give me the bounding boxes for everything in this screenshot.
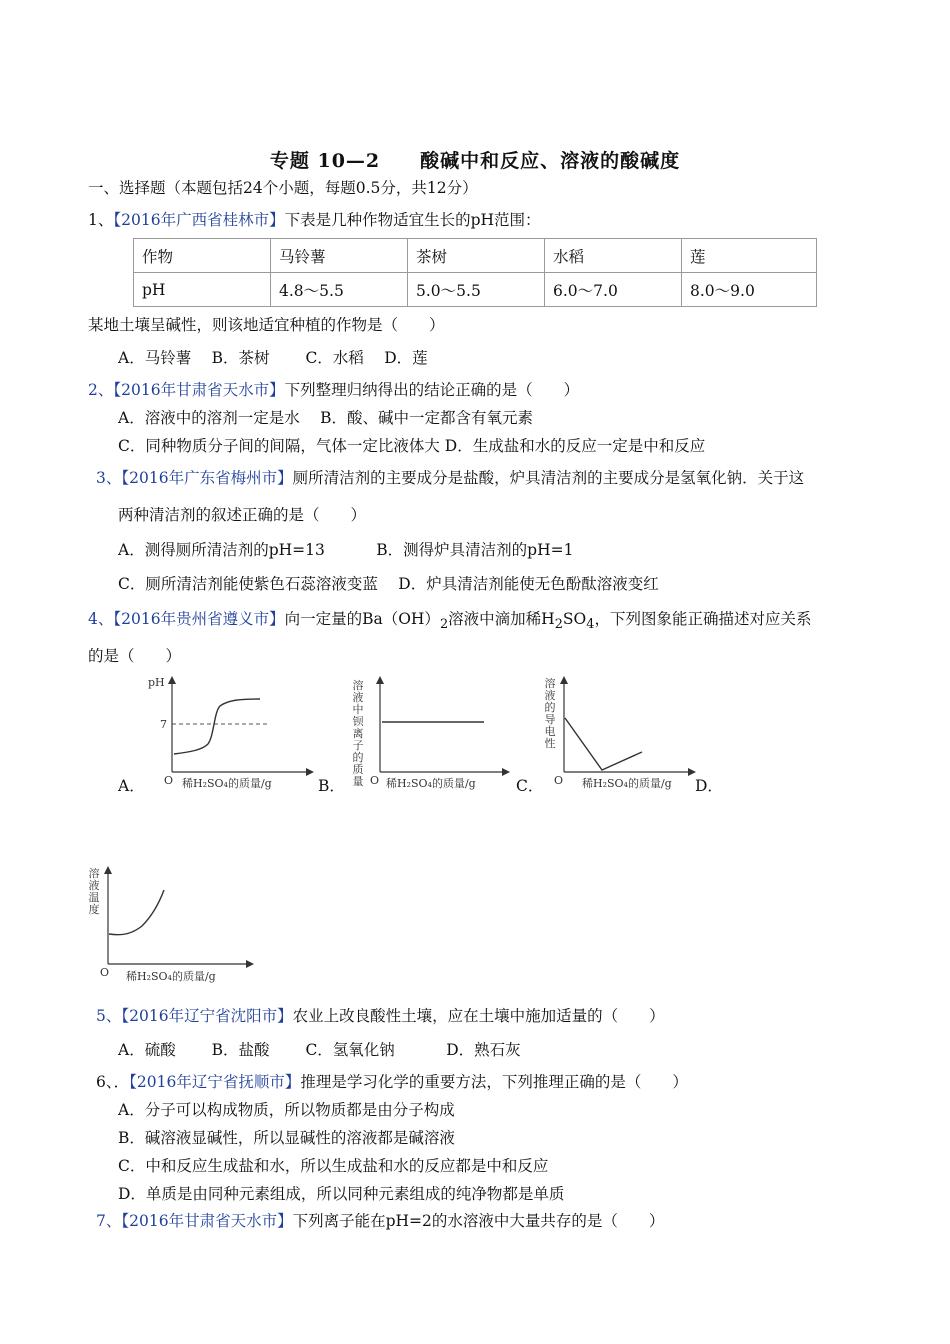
graph-tick: 7: [160, 718, 167, 731]
question-options: C．同种物质分子间的间隔，气体一定比液体大 D．生成盐和水的反应一定是中和反应: [118, 437, 706, 455]
question-number: 2、: [88, 381, 114, 399]
question-number: 3、: [96, 469, 122, 487]
question-text: 向一定量的Ba（OH）: [284, 610, 440, 628]
option-label-d: D．: [695, 777, 723, 795]
option-label-b: B．: [318, 777, 345, 795]
graph-curve: [565, 718, 642, 770]
table-cell: 水稻: [545, 239, 682, 273]
question-source: 【2016年广西省桂林市】: [113, 211, 285, 229]
question-number: 7、: [96, 1212, 122, 1230]
question-text: 下列离子能在pH=2的水溶液中大量共存的是（ ）: [292, 1212, 665, 1230]
question-text: 下列整理归纳得出的结论正确的是（ ）: [284, 381, 580, 399]
question-number: 1、: [88, 211, 114, 229]
table-cell: 作物: [134, 239, 271, 273]
question-number: 6、．: [96, 1073, 130, 1091]
question-source: 【2016年甘肃省天水市】: [121, 1212, 293, 1230]
graph-y-label: pH: [148, 676, 165, 689]
graph-x-label: 稀H₂SO₄的质量/g: [582, 777, 672, 790]
question-1: [88, 210, 541, 230]
graph-curve: [109, 890, 164, 935]
question-text-continued: 的是（ ）: [88, 647, 182, 665]
graph-y-label: 溶液中钡离子的质量: [352, 679, 364, 788]
question-3: [96, 468, 804, 488]
subscript: 4: [586, 617, 595, 633]
question-source: 【2016年辽宁省抚顺市】: [129, 1073, 301, 1091]
graph-y-label: 溶液温度: [88, 867, 100, 916]
graph-origin: O: [370, 774, 380, 787]
y-axis-arrow: [104, 866, 112, 874]
question-number: 5、: [96, 1007, 122, 1025]
option-label-c: C．: [516, 777, 544, 795]
question-source: 【2016年贵州省遵义市】: [113, 610, 285, 628]
graph-origin: O: [554, 774, 564, 787]
question-source: 【2016年广东省梅州市】: [121, 469, 293, 487]
x-axis-arrow: [246, 960, 254, 968]
graph-x-label: 稀H₂SO₄的质量/g: [182, 777, 272, 790]
graph-origin: O: [100, 966, 110, 979]
x-axis-arrow: [306, 768, 314, 776]
question-options: A．测得厕所清洁剂的pH=13 B．测得炉具清洁剂的pH=1: [118, 541, 574, 559]
table-row: [134, 239, 817, 273]
table-cell: 马铃薯: [271, 239, 408, 273]
y-axis-arrow: [168, 676, 176, 684]
question-7: [96, 1211, 664, 1231]
subscript: 2: [439, 617, 449, 633]
question-stem: 某地土壤呈碱性，则该地适宜种植的作物是（ ）: [88, 316, 445, 334]
question-text: ，下列图象能正确描述对应关系: [594, 610, 812, 628]
graph-x-label: 稀H₂SO₄的质量/g: [126, 970, 216, 983]
graph-y-label: 溶液的导电性: [544, 677, 556, 750]
graph-origin: O: [164, 774, 174, 787]
question-option-c: C．中和反应生成盐和水，所以生成盐和水的反应都是中和反应: [118, 1157, 549, 1175]
question-text-continued: 两种清洁剂的叙述正确的是（ ）: [118, 506, 367, 524]
subscript: 2: [554, 617, 563, 633]
option-label-a: A．: [118, 777, 145, 795]
question-text: 溶液中滴加稀H: [448, 610, 555, 628]
question-source: 【2016年甘肃省天水市】: [113, 381, 285, 399]
x-axis-arrow: [502, 768, 510, 776]
graph-x-label: 稀H₂SO₄的质量/g: [386, 777, 476, 790]
question-text: SO: [562, 610, 587, 628]
table-cell: 8.0～9.0: [682, 273, 817, 307]
question-source: 【2016年辽宁省沈阳市】: [121, 1007, 293, 1025]
y-axis-arrow: [376, 676, 384, 684]
table-cell: 茶树: [408, 239, 545, 273]
question-text: 推理是学习化学的重要方法，下列推理正确的是（ ）: [300, 1073, 688, 1091]
page-title: 专题 10—2 酸碱中和反应、溶液的酸碱度: [269, 150, 681, 172]
question-4: [88, 609, 811, 635]
table-row: [134, 273, 817, 307]
question-number: 4、: [88, 610, 114, 628]
question-option-d: D．单质是由同种元素组成，所以同种元素组成的纯净物都是单质: [118, 1185, 565, 1203]
table-cell: 6.0～7.0: [545, 273, 682, 307]
question-2: [88, 380, 579, 400]
table-cell: pH: [134, 273, 271, 307]
question-options: A．马铃薯 B．茶树 C．水稻 D．莲: [118, 349, 428, 367]
question-options: C．厕所清洁剂能使紫色石蕊溶液变蓝 D．炉具清洁剂能使无色酚酞溶液变红: [118, 575, 659, 593]
graph-d: [86, 862, 266, 988]
graph-a: [140, 672, 320, 794]
question-option-a: A．分子可以构成物质，所以物质都是由分子构成: [118, 1101, 455, 1119]
graph-b: [336, 672, 516, 794]
y-axis-arrow: [560, 676, 568, 684]
question-6: [96, 1072, 688, 1092]
question-text: 农业上改良酸性土壤，应在土壤中施加适量的（ ）: [292, 1007, 665, 1025]
question-options: A．硫酸 B．盐酸 C．氢氧化钠 D．熟石灰: [118, 1041, 521, 1059]
question-options: A．溶液中的溶剂一定是水 B．酸、碱中一定都含有氧元素: [118, 409, 534, 427]
x-axis-arrow: [688, 768, 696, 776]
section-heading: 一、选择题（本题包括24个小题，每题0.5分，共12分）: [88, 179, 478, 197]
graph-curve: [174, 699, 260, 754]
table-cell: 5.0～5.5: [408, 273, 545, 307]
question-text: 下表是几种作物适宜生长的pH范围：: [284, 211, 541, 229]
graph-c: [534, 672, 714, 794]
question-5: [96, 1006, 665, 1026]
question-text: 厕所清洁剂的主要成分是盐酸，炉具清洁剂的主要成分是氢氧化钠．关于这: [292, 469, 805, 487]
table-cell: 4.8～5.5: [271, 273, 408, 307]
question-option-b: B．碱溶液显碱性，所以显碱性的溶液都是碱溶液: [118, 1129, 455, 1147]
crop-ph-table: [133, 238, 817, 307]
table-cell: 莲: [682, 239, 817, 273]
